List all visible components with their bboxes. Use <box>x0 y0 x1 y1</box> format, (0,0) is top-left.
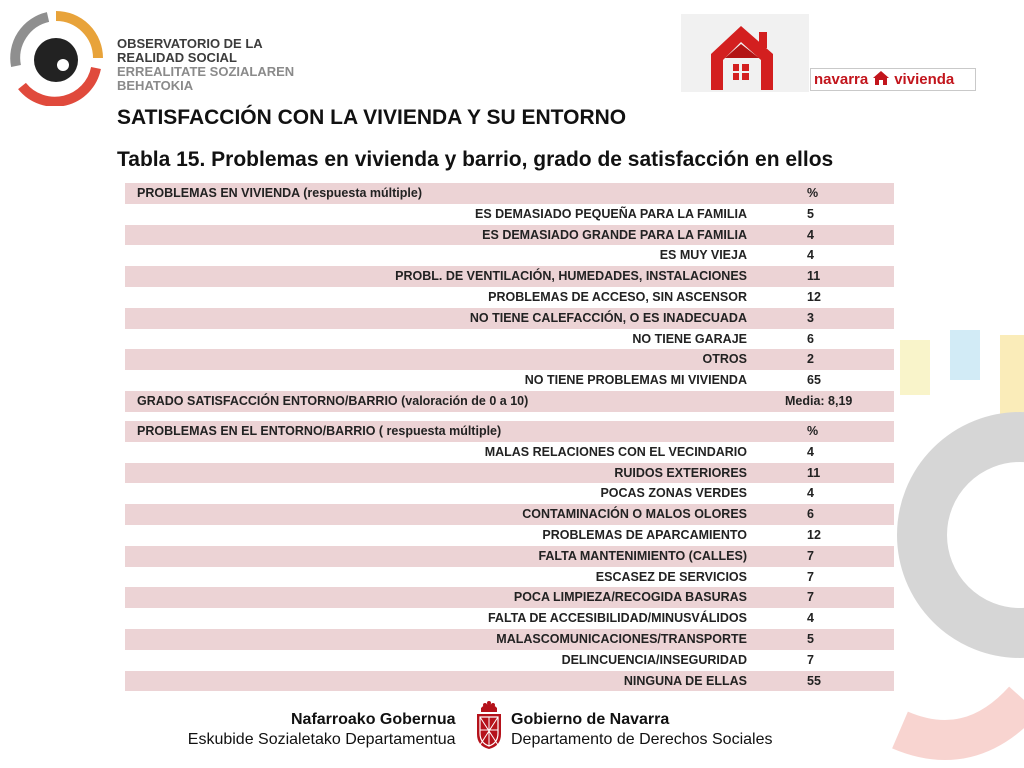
row-value: 3 <box>807 310 814 325</box>
satisfaction-row <box>125 391 894 412</box>
brand-navarra: navarra <box>814 71 869 88</box>
table-row <box>125 287 894 308</box>
row-value: 4 <box>807 611 814 626</box>
table-row <box>125 483 894 504</box>
observatorio-logo <box>8 10 104 106</box>
row-label: NO TIENE CALEFACCIÓN, O ES INADECUADA <box>469 310 747 325</box>
org-line-2: REALIDAD SOCIAL <box>117 50 237 65</box>
row-value: 7 <box>807 652 814 667</box>
footer-left-title: Nafarroako Gobernua <box>291 711 456 728</box>
table-row <box>125 225 894 246</box>
table-header-value: % <box>807 186 819 200</box>
table-row <box>125 629 894 650</box>
row-value: 4 <box>807 486 814 501</box>
row-value: 11 <box>807 269 821 284</box>
footer-left-subtitle: Eskubide Sozialetako Departamentua <box>187 731 456 748</box>
row-value: 2 <box>807 352 814 367</box>
table-row <box>125 245 894 266</box>
house-icon <box>681 14 809 92</box>
row-label: ESCASEZ DE SERVICIOS <box>595 569 747 584</box>
table-row <box>125 567 894 588</box>
footer-basque <box>184 710 455 750</box>
row-label: NO TIENE PROBLEMAS MI VIVIENDA <box>524 373 747 388</box>
row-value: 12 <box>807 527 821 542</box>
row-label: PROBLEMAS DE ACCESO, SIN ASCENSOR <box>488 289 747 304</box>
navarra-coat-of-arms-icon <box>474 698 504 750</box>
row-label: FALTA MANTENIMIENTO (CALLES) <box>538 548 747 563</box>
table-row <box>125 463 894 484</box>
neighbourhood-problems-table <box>125 421 894 691</box>
org-line-3: ERREALITATE SOZIALAREN <box>117 64 295 79</box>
table-row <box>125 525 894 546</box>
row-value: 55 <box>807 673 821 688</box>
row-label: RUIDOS EXTERIORES <box>614 465 747 480</box>
table-row <box>125 329 894 350</box>
row-label: ES DEMASIADO GRANDE PARA LA FAMILIA <box>482 227 747 242</box>
satisfaction-value: Media: 8,19 <box>785 393 853 408</box>
house-image <box>681 14 809 92</box>
row-value: 5 <box>807 206 814 221</box>
table-row <box>125 587 894 608</box>
table-row <box>125 370 894 391</box>
footer-spanish <box>511 710 772 750</box>
table-row <box>125 204 894 225</box>
brand-vivienda: vivienda <box>894 71 955 88</box>
row-label: ES MUY VIEJA <box>659 248 747 263</box>
row-label: FALTA DE ACCESIBILIDAD/MINUSVÁLIDOS <box>487 611 747 626</box>
table-header-value: % <box>807 424 819 438</box>
table-header-label: PROBLEMAS EN EL ENTORNO/BARRIO ( respuesta múltiple) <box>137 424 502 438</box>
table-row <box>125 608 894 629</box>
row-value: 65 <box>807 373 821 388</box>
table-row <box>125 266 894 287</box>
row-label: POCAS ZONAS VERDES <box>600 486 747 501</box>
row-label: NINGUNA DE ELLAS <box>623 673 747 688</box>
section-title: SATISFACCIÓN CON LA VIVIENDA Y SU ENTORNO <box>117 106 627 129</box>
row-value: 5 <box>807 631 814 646</box>
org-line-4: BEHATOKIA <box>117 78 194 93</box>
row-value: 7 <box>807 569 814 584</box>
org-line-1: OBSERVATORIO DE LA <box>117 36 263 51</box>
row-value: 4 <box>807 248 814 263</box>
satisfaction-label: GRADO SATISFACCIÓN ENTORNO/BARRIO (valoración de 0 a 10) <box>137 393 529 408</box>
row-value: 12 <box>807 289 821 304</box>
table-row <box>125 671 894 692</box>
table-row <box>125 504 894 525</box>
table-header-label: PROBLEMAS EN VIVIENDA (respuesta múltiple) <box>137 186 422 200</box>
footer-right-title: Gobierno de Navarra <box>511 711 670 728</box>
row-label: NO TIENE GARAJE <box>632 331 747 346</box>
row-label: DELINCUENCIA/INSEGURIDAD <box>561 652 747 667</box>
row-value: 6 <box>807 331 814 346</box>
row-label: POCA LIMPIEZA/RECOGIDA BASURAS <box>513 590 747 605</box>
row-value: 7 <box>807 590 814 605</box>
table-row <box>125 546 894 567</box>
navarra-vivienda-brand <box>810 68 976 91</box>
footer-right-subtitle: Departamento de Derechos Sociales <box>511 731 773 748</box>
row-value: 4 <box>807 227 814 242</box>
table-row <box>125 442 894 463</box>
observatorio-name <box>117 37 294 93</box>
row-label: MALAS RELACIONES CON EL VECINDARIO <box>484 444 747 459</box>
row-value: 11 <box>807 465 821 480</box>
navarra-vivienda-logo <box>681 14 977 92</box>
row-label: PROBLEMAS DE APARCAMIENTO <box>542 527 747 542</box>
row-label: PROBL. DE VENTILACIÓN, HUMEDADES, INSTALACIONES <box>395 269 747 284</box>
table-header-row <box>125 183 894 204</box>
row-label: CONTAMINACIÓN O MALOS OLORES <box>522 507 747 522</box>
row-value: 4 <box>807 444 814 459</box>
table-title: Tabla 15. Problemas en vivienda y barrio, grado de satisfacción en ellos <box>117 148 834 171</box>
small-house-icon <box>872 70 890 92</box>
table-row <box>125 650 894 671</box>
row-label: OTROS <box>702 352 747 367</box>
table-row <box>125 349 894 370</box>
row-value: 7 <box>807 548 814 563</box>
table-header-row <box>125 421 894 442</box>
table-row <box>125 308 894 329</box>
row-label: MALASCOMUNICACIONES/TRANSPORTE <box>496 631 747 646</box>
housing-problems-table <box>125 183 894 412</box>
row-label: ES DEMASIADO PEQUEÑA PARA LA FAMILIA <box>474 206 747 221</box>
row-value: 6 <box>807 507 814 522</box>
